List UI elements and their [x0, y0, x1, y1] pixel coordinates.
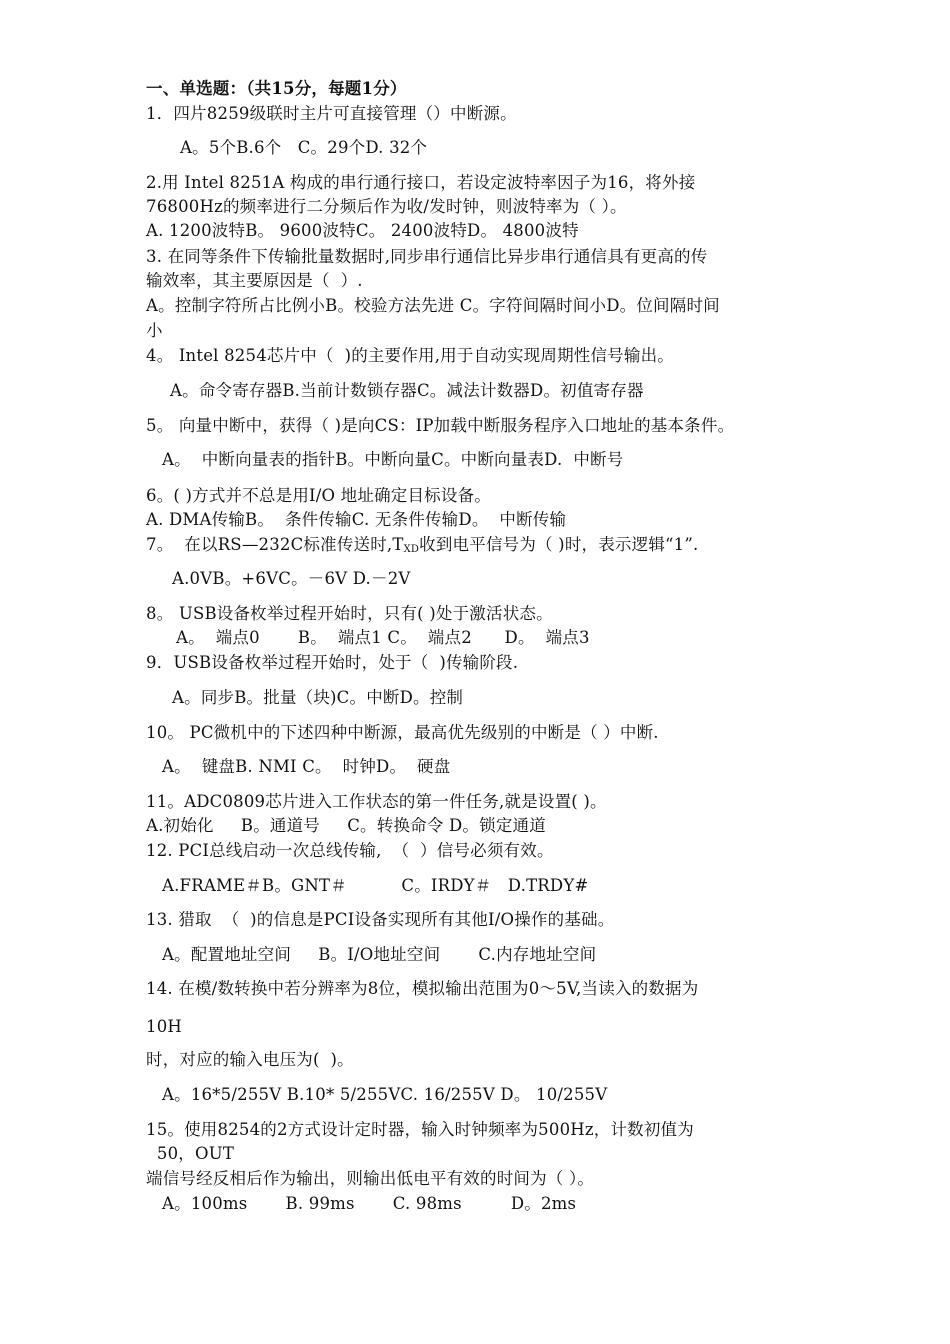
question-1-text: 1．四片8259级联时主片可直接管理（）中断源。: [146, 104, 517, 123]
question-15-text-line-1: 15。使用8254的2方式设计定时器，输入时钟频率为500Hz，计数初值为: [146, 1120, 694, 1139]
section-title: 一、单选题：（共15分，每题1分）: [146, 79, 407, 98]
question-14-options: A。16*5/255V B.10* 5/255VC. 16/255V D。 10/255V: [162, 1085, 608, 1104]
question-11-options: A.初始化 B。通道号 C。转换命令 D。锁定通道: [146, 816, 546, 835]
question-7-text-post: 收到电平信号为（ )时，表示逻辑“1”.: [419, 535, 699, 554]
question-12-options: A.FRAME＃B。GNT＃ C。IRDY＃ D.TRDY#: [162, 876, 589, 895]
question-4-options: A。命令寄存器B.当前计数锁存器C。减法计数器D。初值寄存器: [170, 381, 644, 400]
question-3-text-line-2: 输效率，其主要原因是（ ）.: [146, 271, 363, 290]
question-8-options: A。 端点0 B。 端点1 C。 端点2 D。 端点3: [176, 628, 590, 647]
question-9-text: 9．USB设备枚举过程开始时，处于（ )传输阶段.: [146, 653, 519, 672]
question-4-text: 4。 Intel 8254芯片中（ )的主要作用,用于自动实现周期性信号输出。: [146, 346, 674, 365]
question-14-text-line-3: 时，对应的输入电压为( )。: [146, 1050, 354, 1069]
question-3-options-line-2: 小: [146, 321, 163, 340]
question-7-options: A.0VB。+6VC。－6V D.－2V: [172, 569, 411, 588]
question-7-text: [146, 534, 950, 561]
question-12-text: 12. PCI总线启动一次总线传输, （ ）信号必须有效。: [146, 841, 554, 860]
question-2-options: A. 1200波特B。 9600波特C。 2400波特D。 4800波特: [146, 221, 579, 240]
question-15-text-line-2: 50，OUT: [146, 1144, 235, 1163]
question-3-options-line-1: A。控制字符所占比例小B。校验方法先进 C。字符间隔时间小D。位间隔时间: [146, 296, 720, 315]
question-14-text-line-1: 14. 在模/数转换中若分辨率为8位，模拟输出范围为0～5V,当读入的数据为: [146, 979, 699, 998]
question-11-text: 11。ADC0809芯片进入工作状态的第一件任务,就是设置( )。: [146, 792, 607, 811]
question-6-options: A. DMA传输B。 条件传输C. 无条件传输D。 中断传输: [146, 510, 567, 529]
question-8-text: 8。 USB设备枚举过程开始时，只有( )处于激活状态。: [146, 604, 553, 623]
question-1-options: A。5个B.6个 C。29个D. 32个: [180, 138, 428, 157]
question-5-options: A。 中断向量表的指针B。中断向量C。中断向量表D. 中断号: [162, 450, 624, 469]
question-2-text-line-2: 76800Hz的频率进行二分频后作为收/发时钟，则波特率为（ ）。: [146, 197, 627, 216]
question-14-text-line-2: 10H: [146, 1017, 182, 1036]
question-15-options: A。100ms B. 99ms C. 98ms D。2ms: [162, 1194, 577, 1213]
question-7-text-subscript: XD: [403, 544, 420, 555]
question-3-text-line-1: 3. 在同等条件下传输批量数据时,同步串行通信比异步串行通信具有更高的传: [146, 247, 708, 266]
question-10-options: A。 键盘B. NMI C。 时钟D。 硬盘: [162, 757, 451, 776]
question-13-options: A。配置地址空间 B。I/O地址空间 C.内存地址空间: [162, 945, 597, 964]
question-13-text: 13. 猎取 （ )的信息是PCI设备实现所有其他I/O操作的基础。: [146, 910, 615, 929]
question-5-text: 5。 向量中断中，获得（ )是向CS：IP加载中断服务程序入口地址的基本条件。: [146, 416, 735, 435]
question-15-text-line-3: 端信号经反相后作为输出，则输出低电平有效的时间为（ ）。: [146, 1169, 595, 1188]
question-6-text: 6。( )方式并不总是用I/O 地址确定目标设备。: [146, 486, 491, 505]
question-9-options: A。同步B。批量（块)C。中断D。控制: [172, 688, 464, 707]
question-2-text-line-1: 2.用 Intel 8251A 构成的串行通行接口，若设定波特率因子为16，将外接: [146, 173, 696, 192]
question-10-text: 10。 PC微机中的下述四种中断源，最高优先级别的中断是（ ）中断.: [146, 723, 659, 742]
question-7-text-pre: 7。 在以RS—232C标准传送时,T: [146, 535, 404, 554]
